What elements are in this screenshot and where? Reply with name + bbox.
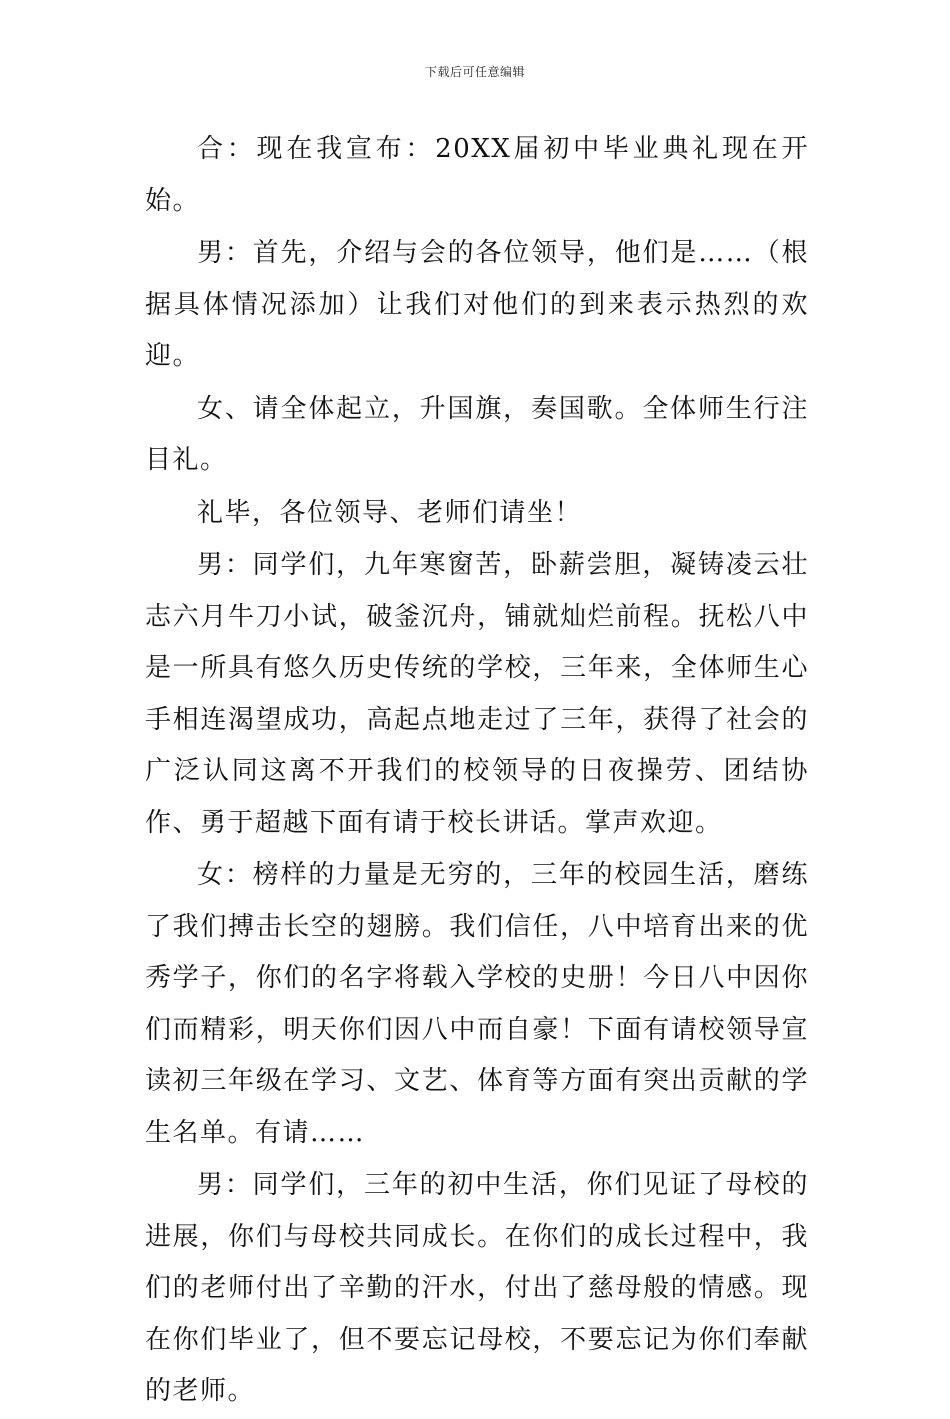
paragraph-teachers: 男：同学们，三年的初中生活，你们见证了母校的进展，你们与母校共同成长。在你们的成长过程中，我们的老师付出了辛勤的汗水，付出了慈母般的情感。现在你们毕业了，但不要忘记母校，不要忘记为你们奉献的老师。 [145,1170,809,1406]
page-header-note: 下载后可任意编辑 [424,65,525,79]
paragraph-opening: 合：现在我宣布：20XX届初中毕业典礼现在开始。 [145,134,809,216]
paragraph-please-sit: 礼毕，各位领导、老师们请坐！ [197,497,583,528]
paragraph-flag-ceremony: 女、请全体起立，升国旗，奏国歌。全体师生行注目礼。 [145,393,809,475]
paragraph-student-list: 女：榜样的力量是无穷的，三年的校园生活，磨练了我们搏击长空的翅膀。我们信任，八中培育出来的优秀学子，你们的名字将载入学校的史册！今日八中因你们而精彩，明天你们因八中而自豪！下面有请校领导宣读初三年级在学习、文艺、体育等方面有突出贡献的学生名单。有请…… [145,860,809,1148]
document-body [145,124,809,1419]
paragraph-principal-speech: 男：同学们，九年寒窗苦，卧薪尝胆，凝铸凌云壮志六月牛刀小试，破釜沉舟，铺就灿烂前程。抚松八中是一所具有悠久历史传统的学校，三年来，全体师生心手相连渴望成功，高起点地走过了三年，获得了社会的广泛认同这离不开我们的校领导的日夜操劳、团结协作、勇于超越下面有请于校长讲话。掌声欢迎。 [145,550,809,838]
paragraph-introduce-leaders: 男：首先，介绍与会的各位领导，他们是……（根据具体情况添加）让我们对他们的到来表示热烈的欢迎。 [145,238,809,371]
